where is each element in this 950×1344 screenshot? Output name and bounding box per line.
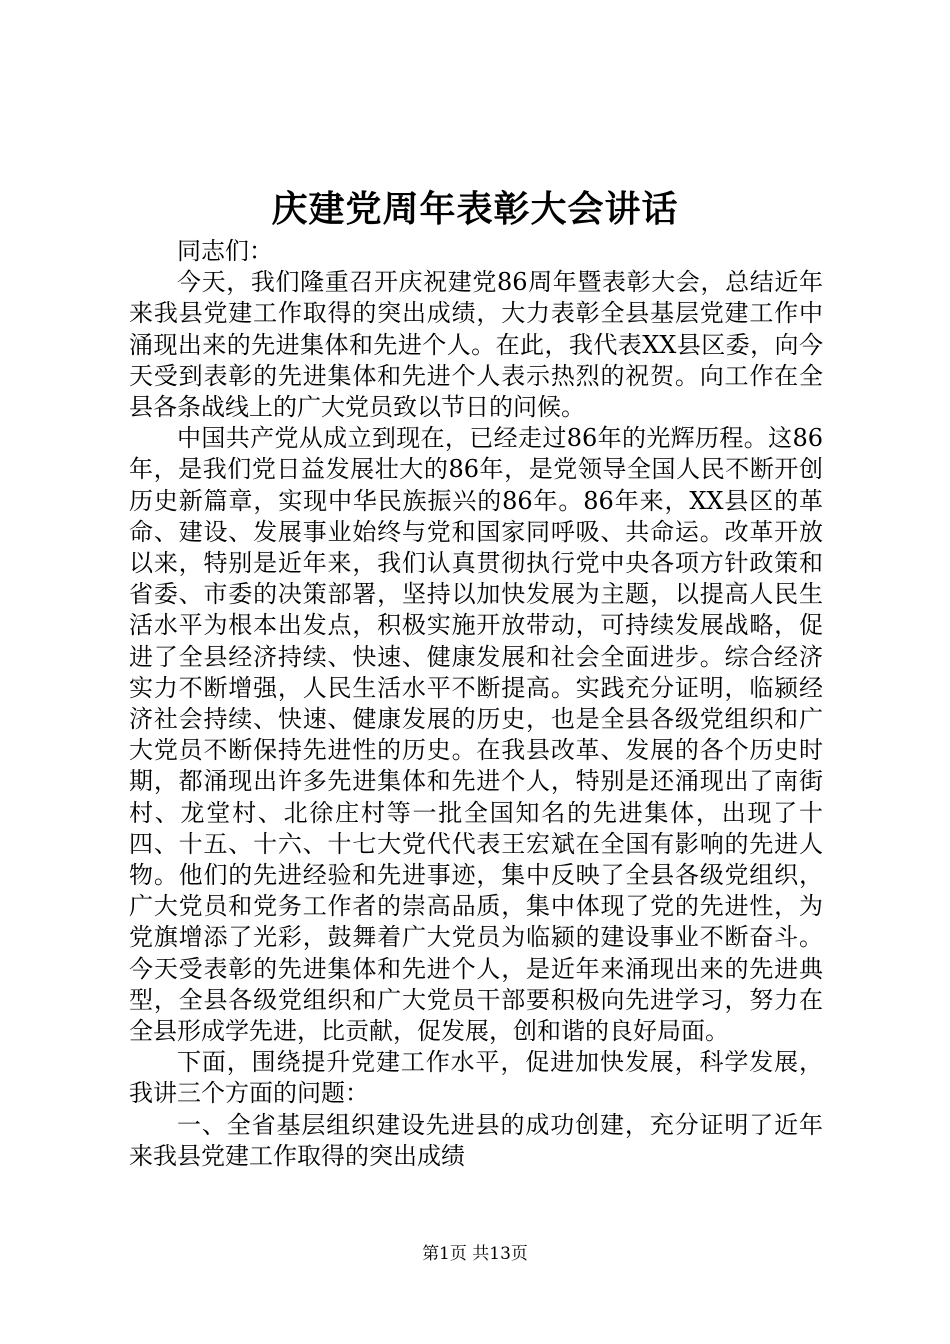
document-body [129, 236, 823, 1172]
salutation-paragraph: 同志们： [177, 237, 273, 265]
page-number-footer: 第1页 共13页 [422, 1244, 528, 1264]
body-paragraph: 下面，围绕提升党建工作水平，促进加快发展，科学发展，我讲三个方面的问题： [129, 1048, 823, 1108]
document-title: 庆建党周年表彰大会讲话 [271, 188, 679, 230]
body-paragraph: 今天，我们隆重召开庆祝建党86周年暨表彰大会，总结近年来我县党建工作取得的突出成绩，大力表彰全县基层党建工作中涌现出来的先进集体和先进个人。在此，我代表XX县区委，向今天受到表彰的先进集体和先进个人表示热烈的祝贺。向工作在全县各条战线上的广大党员致以节日的问候。 [129, 268, 823, 422]
body-paragraph: 中国共产党从成立到现在，已经走过86年的光辉历程。这86年，是我们党日益发展壮大的86年，是党领导全国人民不断开创历史新篇章，实现中华民族振兴的86年。86年来，XX县区的革命、建设、发展事业始终与党和国家同呼吸、共命运。改革开放以来，特别是近年来，我们认真贯彻执行党中央各项方针政策和省委、市委的决策部署，坚持以加快发展为主题，以提高人民生活水平为根本出发点，积极实施开放带动，可持续发展战略，促进了全县经济持续、快速、健康发展和社会全面进步。综合经济实力不断增强，人民生活水平不断提高。实践充分证明，临颍经济社会持续、快速、健康发展的历史，也是全县各级党组织和广大党员不断保持先进性的历史。在我县改革、发展的各个历史时期，都涌现出许多先进集体和先进个人，特别是还涌现出了南街村、龙堂村、北徐庄村等一批全国知名的先进集体，出现了十四、十五、十六、十七大党代代表王宏斌在全国有影响的先进人物。他们的先进经验和先进事迹，集中反映了全县各级党组织，广大党员和党务工作者的崇高品质，集中体现了党的先进性，为党旗增添了光彩，鼓舞着广大党员为临颍的建设事业不断奋斗。今天受表彰的先进集体和先进个人，是近年来涌现出来的先进典型，全县各级党组织和广大党员干部要积极向先进学习，努力在全县形成学先进，比贡献，促发展，创和谐的良好局面。 [129, 424, 823, 1046]
section-heading: 一、全省基层组织建设先进县的成功创建，充分证明了近年来我县党建工作取得的突出成绩 [129, 1110, 823, 1170]
